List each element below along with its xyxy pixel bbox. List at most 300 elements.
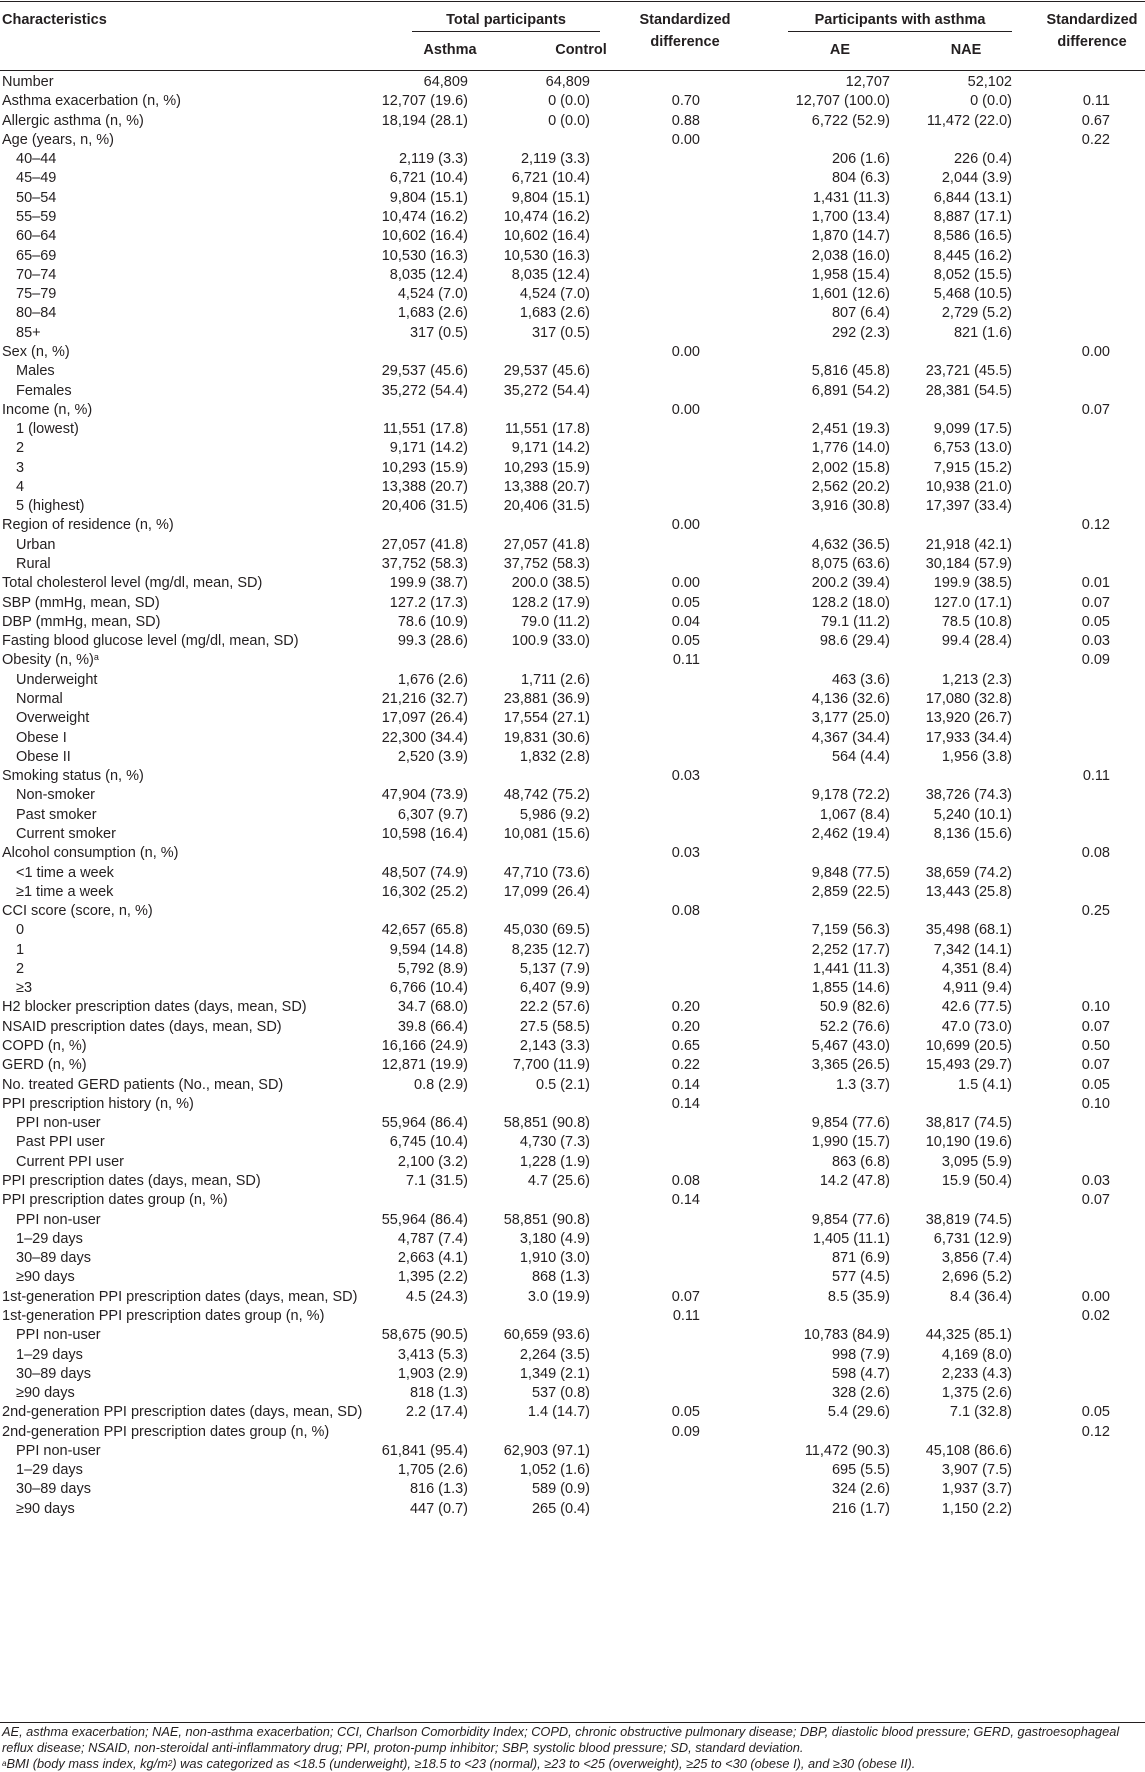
ae-cell: 216 (1.7) bbox=[831, 1500, 890, 1517]
row-label: Alcohol consumption (n, %) bbox=[2, 845, 179, 862]
std-diff-asthma-cell: 0.05 bbox=[1081, 613, 1110, 630]
row-label: 55–59 bbox=[16, 209, 57, 225]
asthma-cell: 12,707 (19.6) bbox=[381, 93, 468, 110]
nae-cell: 10,699 (20.5) bbox=[925, 1038, 1012, 1054]
std-diff-asthma-cell: 0.07 bbox=[1081, 1192, 1110, 1209]
std-diff-asthma-cell: 0.07 bbox=[1081, 401, 1110, 418]
header-ae: AE bbox=[829, 42, 851, 58]
std-diff-asthma-cell: 0.12 bbox=[1081, 517, 1110, 534]
nae-cell: 1,213 (2.3) bbox=[941, 671, 1012, 688]
header-standardized-difference-2a: Standardized bbox=[1046, 12, 1138, 28]
row-label: 1–29 days bbox=[16, 1346, 83, 1363]
ae-cell: 14.2 (47.8) bbox=[819, 1173, 890, 1189]
control-cell: 11,551 (17.8) bbox=[504, 421, 590, 437]
nae-cell: 7,915 (15.2) bbox=[933, 459, 1012, 476]
nae-cell: 23,721 (45.5) bbox=[925, 363, 1012, 380]
row-label: Current PPI user bbox=[16, 1153, 124, 1170]
std-diff-asthma-cell: 0.05 bbox=[1081, 1076, 1110, 1093]
control-cell: 265 (0.4) bbox=[531, 1500, 590, 1517]
control-cell: 8,235 (12.7) bbox=[511, 941, 590, 958]
row-label: Allergic asthma (n, %) bbox=[2, 112, 144, 129]
std-diff-total-cell: 0.00 bbox=[671, 517, 700, 534]
asthma-cell: 2,520 (3.9) bbox=[397, 748, 468, 765]
row-label: Income (n, %) bbox=[2, 401, 93, 418]
control-cell: 27,057 (41.8) bbox=[503, 536, 590, 553]
row-label: ≥1 time a week bbox=[16, 883, 114, 900]
control-cell: 4,524 (7.0) bbox=[519, 286, 590, 303]
row-label: COPD (n, %) bbox=[2, 1038, 87, 1054]
nae-cell: 10,190 (19.6) bbox=[925, 1134, 1012, 1151]
ae-cell: 564 (4.4) bbox=[831, 748, 890, 765]
row-label: GERD (n, %) bbox=[2, 1057, 87, 1074]
row-label: 1st-generation PPI prescription dates group (n, %) bbox=[2, 1307, 325, 1324]
control-cell: 58,851 (90.8) bbox=[503, 1115, 590, 1132]
asthma-cell: 99.3 (28.6) bbox=[397, 633, 468, 650]
nae-cell: 38,659 (74.2) bbox=[925, 864, 1012, 881]
control-cell: 17,099 (26.4) bbox=[503, 883, 590, 900]
row-label: 30–89 days bbox=[16, 1365, 91, 1382]
header-nae: NAE bbox=[950, 42, 982, 58]
nae-cell: 15.9 (50.4) bbox=[941, 1173, 1012, 1189]
control-cell: 10,081 (15.6) bbox=[503, 825, 590, 842]
asthma-cell: 7.1 (31.5) bbox=[405, 1173, 468, 1189]
abbreviations-note: AE, asthma exacerbation; NAE, non-asthma exacerbation; CCI, Charlson Comorbidity Index; COPD, chronic obstructive pulmonary disease; DBP, diastolic blood pressure; GERD, gastroesophageal reflux disease; NSAID, non-steroidal anti-inflammatory drug; PPI, proton-pump inhibitor; SBP, systolic blood pressure; SD, standard deviation. bbox=[2, 1724, 1120, 1755]
asthma-cell: 317 (0.5) bbox=[409, 324, 468, 341]
asthma-cell: 20,406 (31.5) bbox=[381, 498, 468, 515]
asthma-cell: 37,752 (58.3) bbox=[381, 556, 468, 572]
row-label: 50–54 bbox=[16, 189, 57, 206]
asthma-cell: 64,809 bbox=[423, 74, 468, 90]
row-label: PPI prescription history (n, %) bbox=[2, 1095, 194, 1112]
ae-cell: 8.5 (35.9) bbox=[827, 1288, 890, 1305]
control-cell: 27.5 (58.5) bbox=[519, 1018, 590, 1035]
asthma-cell: 6,745 (10.4) bbox=[389, 1134, 468, 1151]
std-diff-asthma-cell: 0.03 bbox=[1081, 633, 1110, 650]
ae-cell: 1,405 (11.1) bbox=[812, 1230, 890, 1247]
nae-cell: 8,887 (17.1) bbox=[933, 209, 1012, 225]
asthma-cell: 818 (1.3) bbox=[409, 1385, 468, 1401]
asthma-cell: 9,594 (14.8) bbox=[389, 941, 468, 958]
ae-cell: 1,601 (12.6) bbox=[811, 286, 890, 303]
std-diff-asthma-cell: 0.07 bbox=[1081, 1018, 1110, 1035]
row-label: 4 bbox=[16, 478, 25, 495]
total-participants-underline bbox=[412, 31, 600, 32]
ae-cell: 577 (4.5) bbox=[831, 1269, 890, 1286]
header-total-participants: Total participants bbox=[446, 12, 566, 28]
asthma-cell: 4,787 (7.4) bbox=[397, 1230, 468, 1247]
asthma-cell: 6,307 (9.7) bbox=[397, 806, 468, 823]
ae-cell: 1,067 (8.4) bbox=[819, 806, 890, 823]
control-cell: 1,349 (2.1) bbox=[519, 1365, 590, 1382]
nae-cell: 45,108 (86.6) bbox=[925, 1442, 1012, 1459]
control-cell: 6,407 (9.9) bbox=[519, 980, 590, 997]
asthma-cell: 9,171 (14.2) bbox=[389, 440, 468, 457]
control-cell: 5,986 (9.2) bbox=[519, 806, 590, 823]
header-control: Control bbox=[555, 42, 607, 58]
ae-cell: 4,367 (34.4) bbox=[811, 729, 890, 746]
row-label: Past PPI user bbox=[16, 1134, 105, 1151]
asthma-cell: 1,395 (2.2) bbox=[397, 1269, 468, 1286]
row-label: 2nd-generation PPI prescription dates group (n, %) bbox=[2, 1423, 330, 1440]
std-diff-total-cell: 0.05 bbox=[671, 633, 700, 650]
ae-cell: 1,441 (11.3) bbox=[812, 960, 890, 977]
asthma-cell: 447 (0.7) bbox=[409, 1500, 468, 1517]
nae-cell: 3,095 (5.9) bbox=[941, 1153, 1012, 1170]
std-diff-total-cell: 0.11 bbox=[672, 1307, 700, 1324]
control-cell: 8,035 (12.4) bbox=[511, 266, 590, 283]
std-diff-asthma-cell: 0.05 bbox=[1081, 1404, 1110, 1421]
row-label: Rural bbox=[16, 556, 51, 572]
std-diff-total-cell: 0.04 bbox=[671, 613, 700, 630]
header-bottom-rule bbox=[0, 70, 1145, 71]
row-label: Overweight bbox=[16, 710, 90, 727]
nae-cell: 30,184 (57.9) bbox=[925, 556, 1012, 572]
control-cell: 62,903 (97.1) bbox=[503, 1442, 590, 1459]
ae-cell: 98.6 (29.4) bbox=[819, 633, 890, 650]
nae-cell: 4,351 (8.4) bbox=[941, 960, 1012, 977]
ae-cell: 1,776 (14.0) bbox=[811, 440, 890, 457]
header-characteristics: Characteristics bbox=[2, 12, 107, 28]
row-label: PPI prescription dates (days, mean, SD) bbox=[2, 1173, 261, 1189]
row-label: PPI non-user bbox=[16, 1211, 101, 1228]
row-label: PPI non-user bbox=[16, 1115, 101, 1132]
row-label: 30–89 days bbox=[16, 1481, 91, 1498]
row-label: Asthma exacerbation (n, %) bbox=[2, 93, 181, 110]
nae-cell: 8,445 (16.2) bbox=[933, 247, 1012, 264]
nae-cell: 13,443 (25.8) bbox=[925, 883, 1012, 900]
row-label: 30–89 days bbox=[16, 1250, 91, 1267]
std-diff-asthma-cell: 0.67 bbox=[1081, 112, 1110, 129]
row-label: Past smoker bbox=[16, 806, 97, 823]
ae-cell: 2,451 (19.3) bbox=[811, 421, 890, 437]
nae-cell: 8,586 (16.5) bbox=[933, 228, 1012, 245]
control-cell: 10,474 (16.2) bbox=[503, 209, 590, 225]
control-cell: 7,700 (11.9) bbox=[512, 1057, 590, 1074]
nae-cell: 226 (0.4) bbox=[953, 151, 1012, 168]
ae-cell: 11,472 (90.3) bbox=[804, 1442, 890, 1459]
ae-cell: 7,159 (56.3) bbox=[811, 922, 890, 939]
nae-cell: 1,375 (2.6) bbox=[941, 1385, 1012, 1401]
asthma-cell: 18,194 (28.1) bbox=[381, 112, 468, 129]
nae-cell: 127.0 (17.1) bbox=[933, 594, 1012, 611]
asthma-cell: 16,302 (25.2) bbox=[381, 883, 468, 900]
row-label: ≥3 bbox=[16, 980, 33, 997]
row-label: 70–74 bbox=[16, 266, 57, 283]
asthma-cell: 27,057 (41.8) bbox=[381, 536, 468, 553]
control-cell: 9,804 (15.1) bbox=[511, 189, 590, 206]
control-cell: 22.2 (57.6) bbox=[519, 999, 590, 1016]
ae-cell: 200.2 (39.4) bbox=[811, 575, 890, 592]
row-label: 1–29 days bbox=[16, 1230, 83, 1247]
control-cell: 868 (1.3) bbox=[531, 1269, 590, 1286]
std-diff-total-cell: 0.08 bbox=[671, 1173, 700, 1189]
asthma-cell: 4.5 (24.3) bbox=[405, 1288, 468, 1305]
control-cell: 0 (0.0) bbox=[548, 112, 590, 129]
ae-cell: 79.1 (11.2) bbox=[820, 613, 890, 630]
row-label: <1 time a week bbox=[16, 864, 114, 881]
std-diff-total-cell: 0.07 bbox=[671, 1288, 700, 1305]
asthma-cell: 10,474 (16.2) bbox=[381, 209, 468, 225]
nae-cell: 3,907 (7.5) bbox=[941, 1462, 1012, 1479]
control-cell: 29,537 (45.6) bbox=[503, 363, 590, 380]
ae-cell: 804 (6.3) bbox=[831, 170, 890, 187]
ae-cell: 4,136 (32.6) bbox=[811, 691, 890, 707]
header-standardized-difference-1b: difference bbox=[650, 34, 720, 50]
asthma-cell: 17,097 (26.4) bbox=[381, 710, 468, 727]
asthma-cell: 13,388 (20.7) bbox=[381, 478, 468, 495]
nae-cell: 8,052 (15.5) bbox=[933, 266, 1012, 283]
nae-cell: 6,731 (12.9) bbox=[933, 1230, 1012, 1247]
header-standardized-difference-2b: difference bbox=[1057, 34, 1127, 50]
nae-cell: 7,342 (14.1) bbox=[933, 941, 1012, 958]
control-cell: 1,683 (2.6) bbox=[519, 305, 590, 322]
std-diff-asthma-cell: 0.10 bbox=[1081, 999, 1110, 1016]
row-label: NSAID prescription dates (days, mean, SD) bbox=[2, 1018, 282, 1035]
control-cell: 1,052 (1.6) bbox=[519, 1462, 590, 1479]
row-label: 2nd-generation PPI prescription dates (days, mean, SD) bbox=[2, 1404, 363, 1421]
std-diff-total-cell: 0.20 bbox=[671, 1018, 700, 1035]
asthma-cell: 48,507 (74.9) bbox=[381, 864, 468, 881]
asthma-cell: 34.7 (68.0) bbox=[397, 999, 468, 1016]
row-label: Non-smoker bbox=[16, 787, 95, 804]
nae-cell: 4,911 (9.4) bbox=[942, 980, 1012, 997]
asthma-cell: 21,216 (32.7) bbox=[381, 691, 468, 707]
asthma-cell: 199.9 (38.7) bbox=[389, 575, 468, 592]
ae-cell: 1,958 (15.4) bbox=[811, 266, 890, 283]
ae-cell: 2,002 (15.8) bbox=[811, 459, 890, 476]
control-cell: 4,730 (7.3) bbox=[519, 1134, 590, 1151]
row-label: PPI non-user bbox=[16, 1442, 101, 1459]
control-cell: 17,554 (27.1) bbox=[503, 710, 590, 727]
asthma-cell: 2.2 (17.4) bbox=[405, 1404, 468, 1421]
nae-cell: 15,493 (29.7) bbox=[925, 1057, 1012, 1074]
row-label: CCI score (score, n, %) bbox=[2, 903, 153, 919]
row-label: Obese II bbox=[16, 748, 71, 765]
std-diff-total-cell: 0.03 bbox=[671, 768, 700, 785]
control-cell: 2,143 (3.3) bbox=[519, 1038, 590, 1054]
ae-cell: 324 (2.6) bbox=[831, 1481, 890, 1498]
asthma-cell: 29,537 (45.6) bbox=[381, 363, 468, 380]
control-cell: 3,180 (4.9) bbox=[519, 1230, 590, 1247]
control-cell: 537 (0.8) bbox=[531, 1385, 590, 1401]
table-top-rule bbox=[0, 1, 1145, 2]
nae-cell: 0 (0.0) bbox=[970, 93, 1012, 110]
ae-cell: 3,365 (26.5) bbox=[811, 1057, 890, 1074]
row-label: 85+ bbox=[16, 324, 41, 341]
std-diff-asthma-cell: 0.50 bbox=[1081, 1038, 1110, 1054]
asthma-cell: 61,841 (95.4) bbox=[381, 1442, 468, 1459]
row-label: 2 bbox=[16, 960, 25, 977]
control-cell: 60,659 (93.6) bbox=[503, 1327, 590, 1344]
nae-cell: 3,856 (7.4) bbox=[941, 1250, 1012, 1267]
std-diff-total-cell: 0.08 bbox=[671, 903, 700, 919]
asthma-cell: 816 (1.3) bbox=[409, 1481, 468, 1498]
nae-cell: 9,099 (17.5) bbox=[933, 421, 1012, 437]
ae-cell: 5,467 (43.0) bbox=[811, 1038, 890, 1054]
row-label: Sex (n, %) bbox=[2, 343, 70, 360]
std-diff-total-cell: 0.00 bbox=[671, 575, 700, 592]
ae-cell: 1,990 (15.7) bbox=[811, 1134, 890, 1151]
control-cell: 20,406 (31.5) bbox=[503, 498, 590, 515]
row-label: PPI prescription dates group (n, %) bbox=[2, 1192, 228, 1209]
nae-cell: 47.0 (73.0) bbox=[941, 1018, 1012, 1035]
asthma-cell: 1,676 (2.6) bbox=[397, 671, 468, 688]
ae-cell: 695 (5.5) bbox=[831, 1462, 890, 1479]
ae-cell: 12,707 bbox=[845, 74, 890, 90]
control-cell: 200.0 (38.5) bbox=[511, 575, 590, 592]
nae-cell: 821 (1.6) bbox=[953, 324, 1012, 341]
control-cell: 10,602 (16.4) bbox=[503, 228, 590, 245]
std-diff-total-cell: 0.20 bbox=[671, 999, 700, 1016]
row-label: 1 (lowest) bbox=[16, 421, 79, 437]
std-diff-asthma-cell: 0.07 bbox=[1081, 1057, 1110, 1074]
control-cell: 9,171 (14.2) bbox=[511, 440, 590, 457]
ae-cell: 128.2 (18.0) bbox=[811, 594, 890, 611]
ae-cell: 998 (7.9) bbox=[831, 1346, 890, 1363]
row-label: Smoking status (n, %) bbox=[2, 768, 144, 785]
ae-cell: 1,855 (14.6) bbox=[811, 980, 890, 997]
ae-cell: 9,854 (77.6) bbox=[811, 1115, 890, 1132]
row-label: SBP (mmHg, mean, SD) bbox=[2, 594, 160, 611]
ae-cell: 863 (6.8) bbox=[831, 1153, 890, 1170]
nae-cell: 5,240 (10.1) bbox=[933, 806, 1012, 823]
nae-cell: 38,819 (74.5) bbox=[925, 1211, 1012, 1228]
row-label: 0 bbox=[16, 922, 25, 939]
control-cell: 58,851 (90.8) bbox=[503, 1211, 590, 1228]
std-diff-total-cell: 0.00 bbox=[671, 131, 700, 148]
nae-cell: 42.6 (77.5) bbox=[941, 999, 1012, 1016]
std-diff-total-cell: 0.65 bbox=[671, 1038, 700, 1054]
asthma-cell: 12,871 (19.9) bbox=[381, 1057, 468, 1074]
ae-cell: 1,431 (11.3) bbox=[812, 189, 890, 206]
std-diff-asthma-cell: 0.03 bbox=[1081, 1173, 1110, 1189]
std-diff-asthma-cell: 0.07 bbox=[1081, 594, 1110, 611]
asthma-cell: 55,964 (86.4) bbox=[381, 1115, 468, 1132]
ae-cell: 50.9 (82.6) bbox=[819, 999, 890, 1016]
header-participants-with-asthma: Participants with asthma bbox=[814, 12, 986, 28]
asthma-cell: 5,792 (8.9) bbox=[397, 960, 468, 977]
nae-cell: 8,136 (15.6) bbox=[933, 825, 1012, 842]
control-cell: 1,910 (3.0) bbox=[519, 1250, 590, 1267]
row-label: No. treated GERD patients (No., mean, SD) bbox=[2, 1076, 284, 1093]
asthma-cell: 10,602 (16.4) bbox=[381, 228, 468, 245]
nae-cell: 5,468 (10.5) bbox=[933, 286, 1012, 303]
nae-cell: 8.4 (36.4) bbox=[949, 1288, 1012, 1305]
control-cell: 47,710 (73.6) bbox=[503, 864, 590, 881]
asthma-cell: 6,766 (10.4) bbox=[389, 980, 468, 997]
control-cell: 10,293 (15.9) bbox=[503, 459, 590, 476]
std-diff-total-cell: 0.03 bbox=[671, 845, 700, 862]
std-diff-total-cell: 0.14 bbox=[671, 1192, 700, 1209]
nae-cell: 11,472 (22.0) bbox=[926, 112, 1012, 129]
asthma-cell: 127.2 (17.3) bbox=[389, 594, 468, 611]
row-label: 60–64 bbox=[16, 228, 57, 245]
row-label: PPI non-user bbox=[16, 1327, 101, 1344]
asthma-cell: 22,300 (34.4) bbox=[381, 729, 468, 746]
std-diff-asthma-cell: 0.08 bbox=[1081, 845, 1110, 862]
row-label: Obesity (n, %)$^a$ bbox=[2, 652, 99, 669]
asthma-cell: 11,551 (17.8) bbox=[382, 421, 468, 437]
control-cell: 317 (0.5) bbox=[531, 324, 590, 341]
ae-cell: 807 (6.4) bbox=[831, 305, 890, 322]
row-label: 3 bbox=[16, 459, 25, 476]
ae-cell: 9,178 (72.2) bbox=[811, 787, 890, 804]
ae-cell: 4,632 (36.5) bbox=[811, 536, 890, 553]
ae-cell: 1,870 (14.7) bbox=[811, 228, 890, 245]
nae-cell: 2,729 (5.2) bbox=[941, 305, 1012, 322]
nae-cell: 21,918 (42.1) bbox=[925, 536, 1012, 553]
asthma-cell: 3,413 (5.3) bbox=[397, 1346, 468, 1363]
control-cell: 37,752 (58.3) bbox=[503, 556, 590, 572]
nae-cell: 17,080 (32.8) bbox=[925, 691, 1012, 707]
header-standardized-difference-1a: Standardized bbox=[639, 12, 731, 28]
ae-cell: 12,707 (100.0) bbox=[795, 93, 890, 110]
control-cell: 1,832 (2.8) bbox=[519, 748, 590, 765]
ae-cell: 1,700 (13.4) bbox=[811, 209, 890, 225]
bmi-note: $^a$BMI (body mass index, $kg/m^2$) was categorized as <18.5 (underweight), ≥18.5 to <23 (normal), ≥23 to <25 (overweight), ≥25 to <30 (obese I), and ≥30 (obese II). bbox=[2, 1756, 916, 1771]
asthma-cell: 39.8 (66.4) bbox=[397, 1018, 468, 1035]
control-cell: 128.2 (17.9) bbox=[511, 594, 590, 611]
nae-cell: 99.4 (28.4) bbox=[941, 633, 1012, 650]
nae-cell: 1.5 (4.1) bbox=[958, 1076, 1012, 1093]
asthma-cell: 35,272 (54.4) bbox=[381, 382, 468, 399]
std-diff-asthma-cell: 0.09 bbox=[1081, 652, 1110, 669]
std-diff-asthma-cell: 0.00 bbox=[1081, 343, 1110, 360]
ae-cell: 292 (2.3) bbox=[831, 324, 890, 341]
row-label: Males bbox=[16, 363, 55, 380]
asthma-cell: 6,721 (10.4) bbox=[389, 170, 468, 187]
std-diff-total-cell: 0.14 bbox=[671, 1095, 700, 1112]
row-label: 75–79 bbox=[16, 286, 57, 303]
row-label: Number bbox=[2, 74, 54, 90]
control-cell: 13,388 (20.7) bbox=[503, 478, 590, 495]
nae-cell: 4,169 (8.0) bbox=[941, 1346, 1012, 1363]
ae-cell: 5,816 (45.8) bbox=[811, 363, 890, 380]
asthma-cell: 4,524 (7.0) bbox=[397, 286, 468, 303]
row-label: 65–69 bbox=[16, 247, 57, 264]
row-label: 2 bbox=[16, 440, 25, 457]
nae-cell: 38,726 (74.3) bbox=[925, 787, 1012, 804]
asthma-cell: 2,119 (3.3) bbox=[398, 151, 468, 168]
row-label: ≥90 days bbox=[16, 1500, 75, 1517]
nae-cell: 199.9 (38.5) bbox=[933, 575, 1012, 592]
asthma-cell: 10,530 (16.3) bbox=[381, 247, 468, 264]
std-diff-asthma-cell: 0.22 bbox=[1081, 131, 1110, 148]
control-cell: 1.4 (14.7) bbox=[527, 1404, 590, 1421]
control-cell: 2,119 (3.3) bbox=[520, 151, 590, 168]
std-diff-asthma-cell: 0.11 bbox=[1082, 93, 1110, 110]
std-diff-total-cell: 0.00 bbox=[671, 343, 700, 360]
nae-cell: 17,933 (34.4) bbox=[925, 729, 1012, 746]
asthma-cell: 1,683 (2.6) bbox=[397, 305, 468, 322]
std-diff-total-cell: 0.70 bbox=[671, 93, 700, 110]
control-cell: 4.7 (25.6) bbox=[527, 1173, 590, 1189]
control-cell: 23,881 (36.9) bbox=[503, 691, 590, 707]
ae-cell: 3,916 (30.8) bbox=[811, 498, 890, 515]
control-cell: 1,228 (1.9) bbox=[519, 1153, 590, 1170]
ae-cell: 6,891 (54.2) bbox=[811, 382, 890, 399]
std-diff-asthma-cell: 0.10 bbox=[1081, 1095, 1110, 1112]
nae-cell: 6,753 (13.0) bbox=[933, 440, 1012, 457]
asthma-cell: 8,035 (12.4) bbox=[389, 266, 468, 283]
ae-cell: 2,462 (19.4) bbox=[811, 825, 890, 842]
nae-cell: 6,844 (13.1) bbox=[933, 189, 1012, 206]
control-cell: 10,530 (16.3) bbox=[503, 247, 590, 264]
nae-cell: 44,325 (85.1) bbox=[925, 1327, 1012, 1344]
nae-cell: 10,938 (21.0) bbox=[925, 478, 1012, 495]
nae-cell: 1,956 (3.8) bbox=[941, 748, 1012, 765]
asthma-cell: 42,657 (65.8) bbox=[381, 922, 468, 939]
